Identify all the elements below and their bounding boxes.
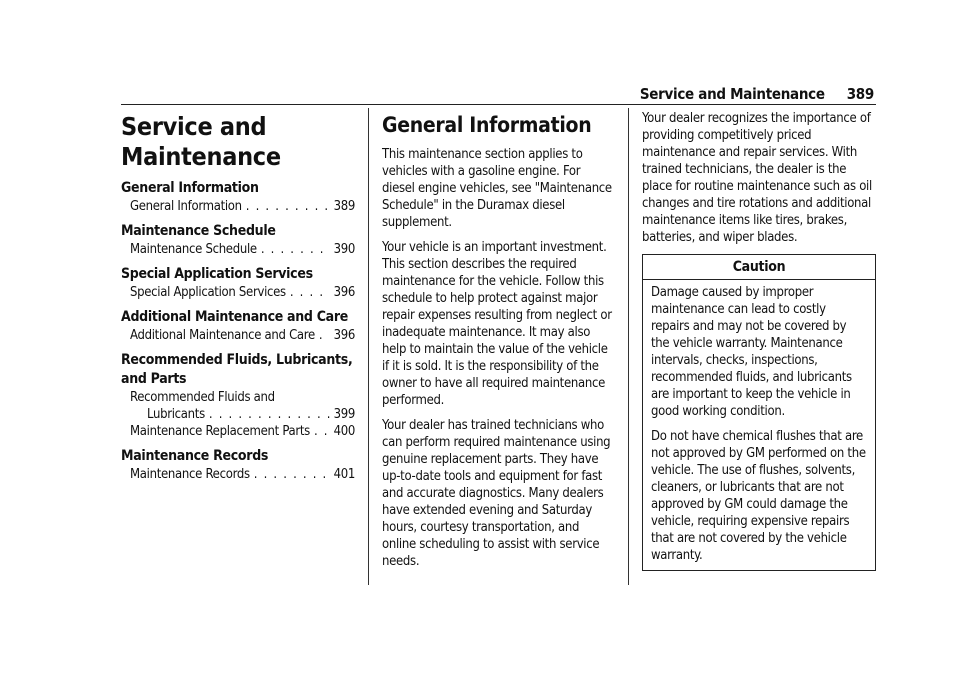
caution-body bbox=[643, 280, 875, 570]
header-rule bbox=[121, 104, 876, 105]
toc-heading: General Information bbox=[121, 180, 259, 196]
toc-entry-general-information[interactable]: General Information . . . 389 bbox=[121, 198, 355, 215]
general-information-column bbox=[382, 112, 616, 578]
toc-section bbox=[121, 222, 355, 258]
running-head bbox=[640, 85, 874, 103]
toc-section bbox=[121, 265, 355, 301]
toc-heading: Maintenance Schedule bbox=[121, 223, 276, 239]
toc-heading: Additional Maintenance and Care bbox=[121, 309, 349, 325]
page-title: Service and Maintenance bbox=[121, 112, 281, 171]
toc-page: 396 bbox=[333, 285, 355, 300]
paragraph: Your dealer recognizes the importance of providing competitively priced maintenance and repair services. With trained technicians, the dealer is the place for routine maintenance such as oil changes and tire rotations and additional maintenance items like tires, brakes, batteries, and wiper blades. bbox=[642, 111, 872, 245]
paragraph: Your dealer has trained technicians who can perform required maintenance using genuine replacement parts. They have up-to-date tools and equipment for fast and accurate diagnostics. Many dealers have extended evening and Saturday hours, courtesy transportation, and online scheduling to assist with service needs. bbox=[382, 418, 611, 569]
toc-page: 399 bbox=[333, 407, 355, 422]
paragraph: This maintenance section applies to vehicles with a gasoline engine. For diesel engine vehicles, see "Maintenance Schedule" in the Duramax diesel supplement. bbox=[382, 147, 612, 230]
page-number: 389 bbox=[846, 85, 874, 103]
toc-heading: Recommended Fluids, Lubricants, and Parts bbox=[121, 352, 353, 387]
toc-page: 401 bbox=[333, 467, 355, 482]
toc-entry-maintenance-records[interactable]: Maintenance Records . . . 401 bbox=[121, 466, 355, 483]
toc-page: 400 bbox=[333, 424, 355, 439]
right-column bbox=[642, 110, 876, 571]
toc-entry-recommended-fluids-cont[interactable]: Lubricants . . . 399 bbox=[121, 406, 355, 423]
toc-section bbox=[121, 179, 355, 215]
toc-section bbox=[121, 308, 355, 344]
toc-page: 390 bbox=[333, 242, 355, 257]
toc-heading: Maintenance Records bbox=[121, 448, 269, 464]
column-divider-2 bbox=[628, 108, 629, 585]
toc-page: 389 bbox=[333, 199, 355, 214]
toc-entry-special-application-services[interactable]: Special Application Services . . . 396 bbox=[121, 284, 355, 301]
caution-paragraph: Do not have chemical flushes that are not approved by GM performed on the vehicle. The use of flushes, solvents, cleaners, or lubricants that are not approved by GM could damage the vehicle, requiring expensive repairs that are not covered by the vehicle warranty. bbox=[651, 429, 866, 563]
toc-section bbox=[121, 447, 355, 483]
toc-entry-additional-maintenance[interactable]: Additional Maintenance and Care . . . 396 bbox=[121, 327, 355, 344]
section-title: General Information bbox=[382, 113, 592, 137]
toc-entry-maintenance-schedule[interactable]: Maintenance Schedule . . . 390 bbox=[121, 241, 355, 258]
caution-paragraph: Damage caused by improper maintenance can lead to costly repairs and may not be covered by the vehicle warranty. Maintenance intervals, checks, inspections, recommended fluids, and lubricants are important to keep the vehicle in good working condition. bbox=[651, 285, 852, 419]
toc-page: 396 bbox=[333, 328, 355, 343]
toc-section bbox=[121, 351, 355, 440]
toc-entry-replacement-parts[interactable]: Maintenance Replacement Parts . . . 400 bbox=[121, 423, 355, 440]
caution-heading: Caution bbox=[643, 255, 875, 280]
toc-heading: Special Application Services bbox=[121, 266, 313, 282]
running-head-section: Service and Maintenance bbox=[639, 85, 825, 103]
toc-column bbox=[121, 112, 355, 483]
paragraph: Your vehicle is an important investment. This section describes the required maintenance for the vehicle. Follow this schedule to help protect against major repair expenses resulting from neglect or inadequate maintenance. It may also help to maintain the value of the vehicle if it is sold. It is the responsibility of the owner to have all required maintenance performed. bbox=[382, 240, 612, 408]
caution-box bbox=[642, 254, 876, 571]
column-divider-1 bbox=[368, 108, 369, 585]
toc-entry-recommended-fluids[interactable]: Recommended Fluids and bbox=[130, 390, 275, 405]
